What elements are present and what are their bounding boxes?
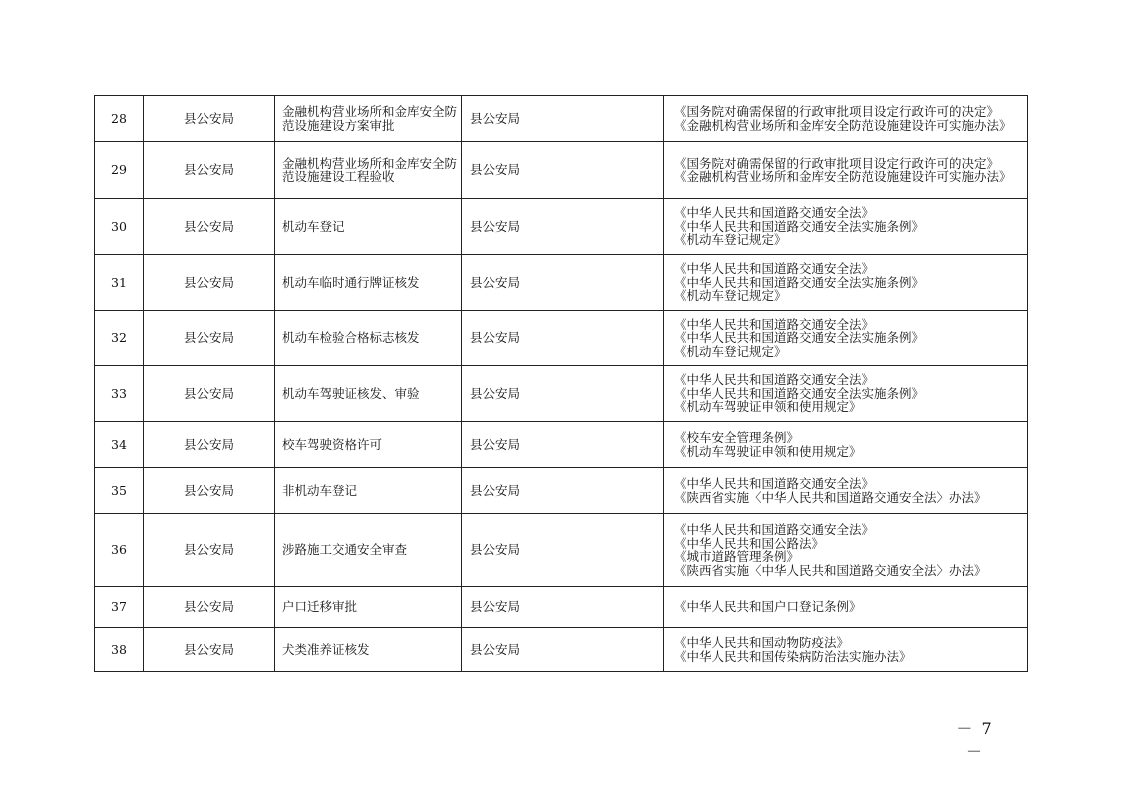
- legal-basis-line: 《中华人民共和国道路交通安全法》: [674, 372, 875, 388]
- row-number: 33: [95, 366, 144, 422]
- handling-office-cell: 县公安局: [462, 142, 664, 199]
- handling-office-cell: 县公安局: [462, 628, 664, 672]
- table-row: [95, 628, 1028, 672]
- row-number: 36: [95, 514, 144, 587]
- legal-basis-cell: [664, 142, 1028, 199]
- legal-basis-line: 《机动车驾驶证申领和使用规定》: [674, 399, 862, 415]
- handling-office-cell: 县公安局: [462, 587, 664, 628]
- legal-basis-line: 《中华人民共和国道路交通安全法实施条例》: [674, 274, 925, 290]
- table-row: [95, 142, 1028, 199]
- legal-basis-line: 《机动车驾驶证申领和使用规定》: [674, 443, 862, 459]
- handling-office-cell: 县公安局: [462, 311, 664, 366]
- table-row: [95, 587, 1028, 628]
- legal-basis-line: 《中华人民共和国道路交通安全法》: [674, 261, 875, 277]
- approval-item-cell: 机动车检验合格标志核发: [275, 311, 462, 366]
- approval-item-cell: 机动车临时通行牌证核发: [275, 255, 462, 311]
- row-number: 29: [95, 142, 144, 199]
- legal-basis-cell: [664, 587, 1028, 628]
- approval-item-cell: 金融机构营业场所和金库安全防范设施建设工程验收: [275, 142, 462, 199]
- table-row: [95, 255, 1028, 311]
- department-cell: 县公安局: [144, 422, 275, 468]
- legal-basis-cell: [664, 255, 1028, 311]
- department-cell: 县公安局: [144, 366, 275, 422]
- approval-item-cell: 机动车驾驶证核发、审验: [275, 366, 462, 422]
- department-cell: 县公安局: [144, 587, 275, 628]
- approval-item-cell: 户口迁移审批: [275, 587, 462, 628]
- approval-item-cell: 金融机构营业场所和金库安全防范设施建设方案审批: [275, 96, 462, 142]
- legal-basis-line: 《国务院对确需保留的行政审批项目设定行政许可的决定》: [674, 104, 1000, 119]
- table-row: [95, 96, 1028, 142]
- legal-basis-line: 《中华人民共和国传染病防治法实施办法》: [674, 648, 912, 664]
- legal-basis-line: 《中华人民共和国道路交通安全法》: [674, 522, 875, 537]
- legal-basis-line: 《机动车登记规定》: [674, 288, 787, 304]
- row-number: 31: [95, 255, 144, 311]
- page-number: － 7 －: [956, 719, 994, 761]
- department-cell: 县公安局: [144, 468, 275, 514]
- row-number: 28: [95, 96, 144, 142]
- legal-basis-line: 《机动车登记规定》: [674, 343, 787, 359]
- handling-office-cell: 县公安局: [462, 468, 664, 514]
- handling-office-cell: 县公安局: [462, 255, 664, 311]
- legal-basis-line: 《中华人民共和国公路法》: [674, 535, 825, 551]
- approval-item-cell: 犬类准养证核发: [275, 628, 462, 672]
- legal-basis-line: 《陕西省实施〈中华人民共和国道路交通安全法〉办法》: [674, 562, 987, 578]
- legal-basis-line: 《中华人民共和国道路交通安全法实施条例》: [674, 330, 925, 346]
- legal-basis-cell: [664, 199, 1028, 255]
- table-body: [95, 96, 1028, 672]
- approval-item-cell: 机动车登记: [275, 199, 462, 255]
- legal-basis-cell: [664, 366, 1028, 422]
- handling-office-cell: 县公安局: [462, 366, 664, 422]
- legal-basis-cell: [664, 468, 1028, 514]
- legal-basis-line: 《中华人民共和国道路交通安全法》: [674, 316, 875, 332]
- department-cell: 县公安局: [144, 255, 275, 311]
- legal-basis-line: 《中华人民共和国道路交通安全法实施条例》: [674, 218, 925, 234]
- approval-item-cell: 校车驾驶资格许可: [275, 422, 462, 468]
- legal-basis-cell: [664, 628, 1028, 672]
- approval-item-cell: 涉路施工交通安全审查: [275, 514, 462, 587]
- legal-basis-line: 《中华人民共和国动物防疫法》: [674, 635, 850, 650]
- handling-office-cell: 县公安局: [462, 96, 664, 142]
- row-number: 30: [95, 199, 144, 255]
- legal-basis-cell: [664, 311, 1028, 366]
- legal-basis-line: 《中华人民共和国道路交通安全法实施条例》: [674, 385, 925, 401]
- legal-basis-line: 《陕西省实施〈中华人民共和国道路交通安全法〉办法》: [674, 489, 987, 505]
- row-number: 34: [95, 422, 144, 468]
- approval-item-cell: 非机动车登记: [275, 468, 462, 514]
- department-cell: 县公安局: [144, 199, 275, 255]
- table-row: [95, 514, 1028, 587]
- row-number: 32: [95, 311, 144, 366]
- legal-basis-line: 《中华人民共和国道路交通安全法》: [674, 205, 875, 221]
- row-number: 35: [95, 468, 144, 514]
- table-row: [95, 468, 1028, 514]
- handling-office-cell: 县公安局: [462, 422, 664, 468]
- legal-basis-line: 《中华人民共和国道路交通安全法》: [674, 476, 875, 491]
- row-number: 38: [95, 628, 144, 672]
- table-row: [95, 422, 1028, 468]
- handling-office-cell: 县公安局: [462, 514, 664, 587]
- legal-basis-line: 《金融机构营业场所和金库安全防范设施建设许可实施办法》: [674, 117, 1012, 133]
- department-cell: 县公安局: [144, 514, 275, 587]
- department-cell: 县公安局: [144, 628, 275, 672]
- department-cell: 县公安局: [144, 96, 275, 142]
- legal-basis-line: 《机动车登记规定》: [674, 232, 787, 248]
- legal-basis-line: 《城市道路管理条例》: [674, 549, 800, 564]
- legal-basis-line: 《国务院对确需保留的行政审批项目设定行政许可的决定》: [674, 155, 1000, 171]
- legal-basis-line: 《校车安全管理条例》: [674, 430, 800, 445]
- legal-basis-cell: [664, 96, 1028, 142]
- legal-basis-line: 《金融机构营业场所和金库安全防范设施建设许可实施办法》: [674, 169, 1012, 184]
- approval-items-table: [94, 95, 1028, 672]
- legal-basis-cell: [664, 514, 1028, 587]
- handling-office-cell: 县公安局: [462, 199, 664, 255]
- table-row: [95, 199, 1028, 255]
- department-cell: 县公安局: [144, 142, 275, 199]
- table-row: [95, 366, 1028, 422]
- legal-basis-cell: [664, 422, 1028, 468]
- row-number: 37: [95, 587, 144, 628]
- table-row: [95, 311, 1028, 366]
- department-cell: 县公安局: [144, 311, 275, 366]
- legal-basis-line: 《中华人民共和国户口登记条例》: [674, 599, 862, 615]
